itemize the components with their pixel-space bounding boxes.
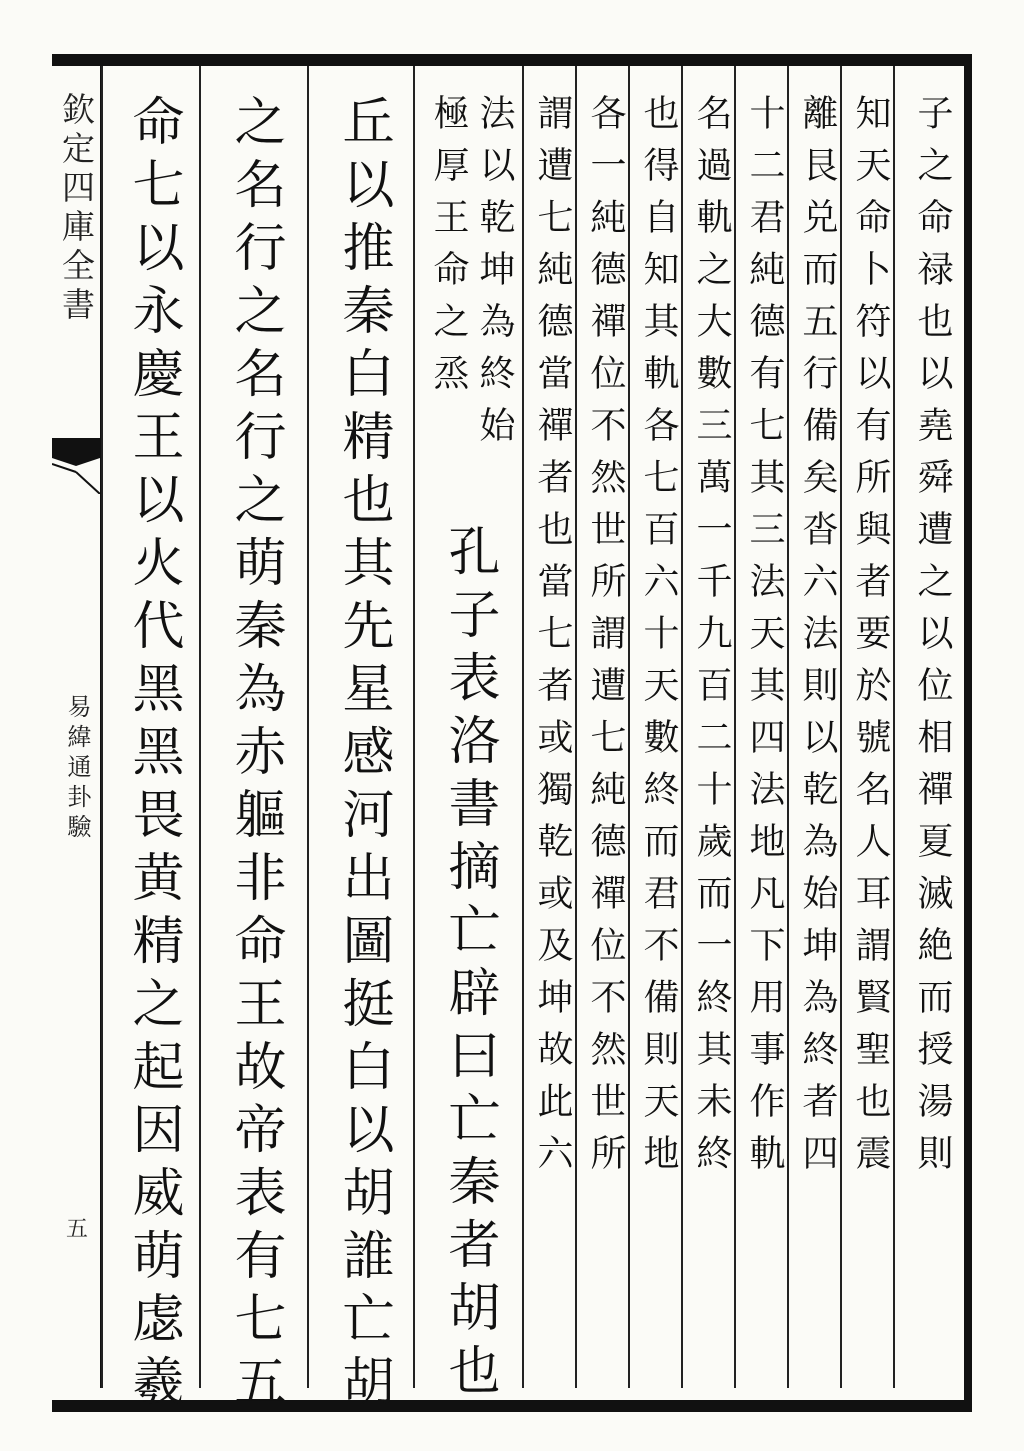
text-column-small-7 bbox=[840, 66, 893, 1388]
fish-tail-mark-icon bbox=[52, 438, 100, 494]
text-column-small-6 bbox=[787, 66, 840, 1388]
text-column-small-1 bbox=[522, 66, 575, 1388]
text-column-small-3 bbox=[628, 66, 681, 1388]
commentary-text: 法以乾坤為終始 bbox=[474, 94, 515, 458]
commentary-text: 謂遭七純德當禪者也當七者或獨乾或及坤故此六 bbox=[532, 94, 573, 1186]
section-title: 易緯通卦驗 bbox=[63, 694, 91, 844]
commentary-text: 離艮兑而五行備矣沓六法則以乾為始坤為終者四 bbox=[797, 94, 838, 1186]
commentary-text: 各一純德禪位不然世所謂遭七純德禪位不然世所 bbox=[585, 94, 626, 1186]
text-column-large-3 bbox=[307, 66, 413, 1417]
page-number: 五 bbox=[65, 1217, 88, 1242]
commentary-text: 知天命卜符以有所與者要於號名人耳謂賢聖也震 bbox=[850, 94, 891, 1186]
book-title: 欽定四庫全書 bbox=[57, 92, 96, 326]
text-column-small-5 bbox=[734, 66, 787, 1388]
text-column-large-2 bbox=[199, 66, 307, 1417]
main-text: 之名行之名行之萌秦為赤軀非命王故帝表有七五 bbox=[225, 94, 285, 1417]
text-column-mixed bbox=[413, 66, 522, 1406]
text-column-small-4 bbox=[681, 66, 734, 1388]
commentary-text: 極厚王命之烝 bbox=[428, 94, 469, 406]
main-text: 丘以推秦白精也其先星感河出圖挺白以胡誰亡胡 bbox=[333, 94, 393, 1417]
main-text: 孔子表洛書摘亡辟曰亡秦者胡也 bbox=[439, 524, 499, 1406]
commentary-text: 子之命禄也以堯舜遭之以位相禪夏滅絶而授湯則 bbox=[912, 94, 953, 1186]
text-column-large-1 bbox=[101, 66, 199, 1417]
main-text: 命七以永慶王以火代黑黑畏黄精之起因威萌虙羲 bbox=[123, 94, 183, 1417]
commentary-text: 也得自知其軌各七百六十天數終而君不備則天地 bbox=[638, 94, 679, 1186]
margin-column bbox=[52, 66, 103, 1388]
text-column-small-2 bbox=[575, 66, 628, 1388]
text-column-small-8 bbox=[893, 66, 965, 1388]
commentary-text: 名過軌之大數三萬一千九百二十歲而一終其未終 bbox=[691, 94, 732, 1186]
commentary-text: 十二君純德有七其三法天其四法地凡下用事作軌 bbox=[744, 94, 785, 1186]
